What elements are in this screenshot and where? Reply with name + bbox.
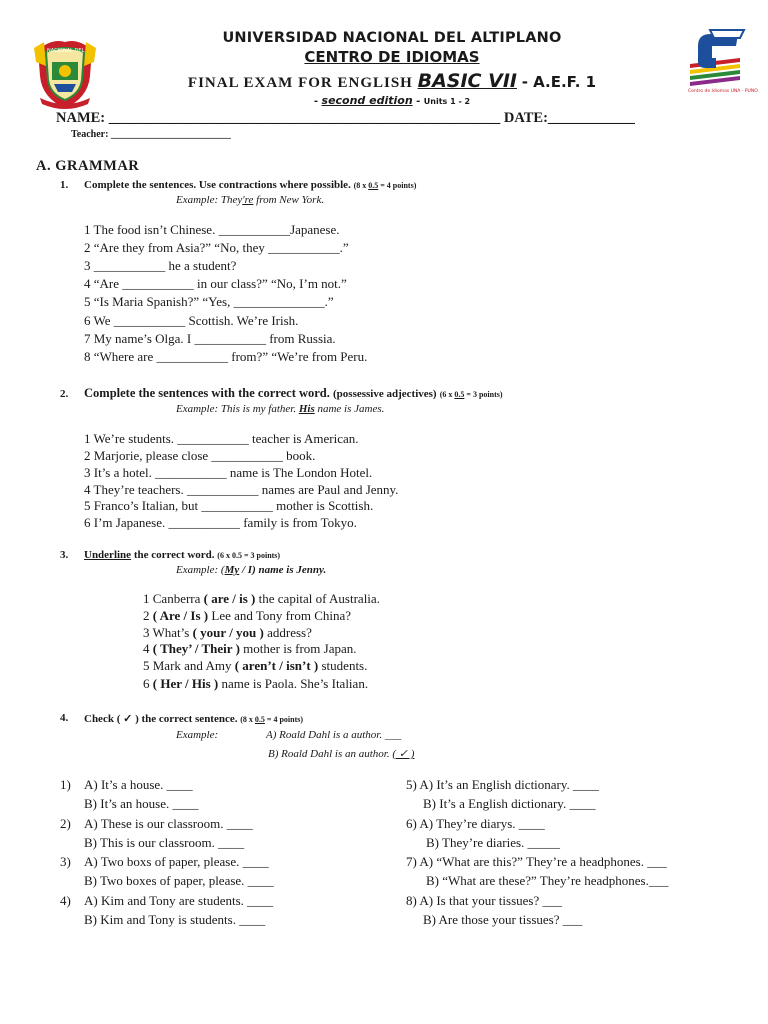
example-post: from New York.: [253, 194, 325, 206]
units-label: Units 1 - 2: [423, 97, 471, 106]
item-text: mother is from Japan.: [239, 641, 357, 656]
q3-item: [143, 658, 367, 674]
q1-item[interactable]: 3 ___________ he a student?: [84, 258, 237, 273]
q1-points: [354, 181, 417, 190]
item-text: 6: [143, 676, 153, 691]
q3-text: the correct word.: [131, 549, 215, 561]
q2-item[interactable]: 2 Marjorie, please close ___________ book.: [84, 448, 316, 463]
q4-option-a[interactable]: A) These is our classroom. ____: [84, 816, 253, 831]
example-post: name is James.: [314, 403, 385, 415]
q4-option-a[interactable]: 7) A) “What are this?” They’re a headphones. ___: [406, 854, 667, 869]
pts-post: = 4 points): [378, 181, 417, 190]
item-text: Lee and Tony from China?: [208, 608, 352, 623]
example-pre: B) Roald Dahl is an author.: [268, 748, 393, 760]
q1-example: [176, 194, 324, 206]
q4-example-a: A) Roald Dahl is a author. ___: [266, 729, 402, 741]
q2-item[interactable]: 4 They’re teachers. ___________ names are Paul and Jenny.: [84, 482, 399, 497]
q2-subtitle: (possessive adjectives): [333, 388, 437, 400]
q1-item[interactable]: 1 The food isn’t Chinese. ___________Japanese.: [84, 222, 340, 237]
item-text: 5 Mark and Amy: [143, 658, 235, 673]
q2-instruction: [84, 386, 503, 401]
q3-item: [143, 608, 351, 624]
q1-item[interactable]: 2 “Are they from Asia?” “No, they ___________.”: [84, 240, 349, 255]
q2-text: Complete the sentences with the correct word.: [84, 386, 330, 400]
q1-text: Complete the sentences. Use contractions where possible.: [84, 179, 351, 191]
example-answer: 're: [242, 194, 254, 206]
q3-item: [143, 625, 312, 641]
example-post: / I) name is Jenny.: [239, 564, 327, 576]
q4-option-b[interactable]: B) It’s an house. ____: [84, 796, 199, 811]
edition-dash: -: [313, 96, 322, 107]
q4-option-b[interactable]: B) They’re diaries. _____: [426, 835, 561, 850]
word-options[interactable]: ( Are / Is ): [152, 608, 209, 623]
section-grammar-title: A. GRAMMAR: [36, 158, 140, 174]
q4-points: [240, 715, 303, 724]
q2-item[interactable]: 6 I’m Japanese. ___________ family is from Tokyo.: [84, 515, 357, 530]
item-text: name is Paola. She’s Italian.: [218, 676, 369, 691]
example-answer: His: [298, 403, 315, 415]
q4-option-a[interactable]: A) It’s a house. ____: [84, 777, 193, 792]
q4-option-b[interactable]: B) Are those your tissues? ___: [423, 912, 583, 927]
item-text: students.: [318, 658, 368, 673]
q4-option-a[interactable]: 8) A) Is that your tissues? ___: [406, 893, 562, 908]
q1-item[interactable]: 7 My name’s Olga. I ___________ from Russia.: [84, 331, 336, 346]
q4-option-a[interactable]: A) Two boxs of paper, please. ____: [84, 854, 269, 869]
item-text: address?: [263, 625, 312, 640]
pts-mult: 0.5: [454, 390, 465, 399]
q4-item-number: 4): [60, 893, 71, 908]
q2-item[interactable]: 3 It’s a hotel. ___________ name is The London Hotel.: [84, 465, 373, 480]
q3-instruction: [84, 549, 280, 561]
edition-label: second edition: [321, 94, 413, 107]
pts-post: = 4 points): [264, 715, 304, 724]
pts-pre: (6 x: [439, 390, 455, 399]
teacher-line[interactable]: Teacher: ________________________: [71, 129, 231, 140]
example-pre: Example: (: [176, 564, 225, 576]
example-pre: Example: This is my father.: [176, 403, 299, 415]
item-text: 4: [143, 641, 153, 656]
q1-item[interactable]: 8 “Where are ___________ from?” “We’re from Peru.: [84, 349, 368, 364]
q4-option-a[interactable]: 6) A) They’re diarys. ____: [406, 816, 545, 831]
item-text: 3 What’s: [143, 625, 193, 640]
exam-level: BASIC VII: [417, 70, 517, 92]
q3-item: [143, 591, 380, 607]
q4-item-number: 1): [60, 777, 71, 792]
example-check: ( ✓ ): [392, 748, 415, 760]
exam-title: [0, 70, 768, 92]
logo-left-text: NACIONAL DEL: [47, 48, 85, 54]
example-answer: My: [224, 564, 240, 576]
pts-mult: 0.5: [368, 181, 379, 190]
q2-item[interactable]: 1 We’re students. ___________ teacher is American.: [84, 431, 359, 446]
q4-option-b[interactable]: B) It’s a English dictionary. ____: [423, 796, 596, 811]
logo-right-text: Centro de Idiomas UNA - PUNO: [688, 89, 758, 94]
word-options[interactable]: ( your / you ): [192, 625, 264, 640]
name-date-line[interactable]: NAME: ______________________________________________________ DATE:____________: [56, 110, 635, 126]
q3-keyword: Underline: [84, 549, 132, 561]
q1-instruction: [84, 179, 416, 191]
q4-number: 4.: [60, 712, 69, 724]
example-pre: Example: They: [176, 194, 243, 206]
q4-instruction: [84, 712, 303, 725]
q2-points: [440, 390, 503, 399]
q3-item: [143, 641, 357, 657]
q4-option-a[interactable]: 5) A) It’s an English dictionary. ____: [406, 777, 600, 792]
edition-dash: -: [412, 96, 424, 107]
item-text: 2: [143, 608, 153, 623]
item-text: the capital of Australia.: [255, 591, 380, 606]
q4-text: Check ( ✓ ) the correct sentence.: [84, 713, 238, 725]
pts-post: = 3 points): [464, 390, 503, 399]
q2-example: [176, 403, 384, 415]
q3-number: 3.: [60, 549, 69, 561]
q1-item[interactable]: 4 “Are ___________ in our class?” “No, I’m not.”: [84, 276, 347, 291]
q3-points: (6 x 0.5 = 3 points): [217, 551, 281, 560]
q4-example-b: [268, 747, 414, 760]
q1-item[interactable]: 5 “Is Maria Spanish?” “Yes, ______________.”: [84, 294, 334, 309]
word-options[interactable]: ( are / is ): [203, 591, 256, 606]
q4-option-b[interactable]: B) Two boxes of paper, please. ____: [84, 873, 274, 888]
q3-item: [143, 676, 368, 692]
word-options[interactable]: ( They’ / Their ): [152, 641, 240, 656]
pts-mult: 0.5: [254, 715, 265, 724]
q4-option-b[interactable]: B) “What are these?” They’re headphones.___: [426, 873, 669, 888]
word-options[interactable]: ( aren’t / isn’t ): [234, 658, 319, 673]
pts-pre: (8 x: [353, 181, 369, 190]
q1-item[interactable]: 6 We ___________ Scottish. We’re Irish.: [84, 313, 299, 328]
q2-item[interactable]: 5 Franco’s Italian, but ___________ mother is Scottish.: [84, 498, 374, 513]
university-title: UNIVERSIDAD NACIONAL DEL ALTIPLANO: [222, 30, 562, 46]
q4-option-a[interactable]: A) Kim and Tony are students. ____: [84, 893, 274, 908]
q2-number: 2.: [60, 388, 69, 400]
word-options[interactable]: ( Her / His ): [152, 676, 219, 691]
q4-option-b[interactable]: B) This is our classroom. ____: [84, 835, 245, 850]
q1-number: 1.: [60, 179, 69, 191]
exam-code: - A.E.F. 1: [521, 73, 597, 91]
q4-item-number: 3): [60, 854, 71, 869]
q4-example-label: Example:: [176, 729, 219, 741]
q4-option-b[interactable]: B) Kim and Tony is students. ____: [84, 912, 266, 927]
item-text: 1 Canberra: [143, 591, 204, 606]
q4-item-number: 2): [60, 816, 71, 831]
q3-example: [176, 564, 326, 576]
pts-pre: (8 x: [240, 715, 255, 724]
exam-title-prefix: FINAL EXAM FOR ENGLISH: [187, 75, 413, 91]
center-title: CENTRO DE IDIOMAS: [304, 48, 480, 66]
edition-line: [0, 94, 768, 107]
